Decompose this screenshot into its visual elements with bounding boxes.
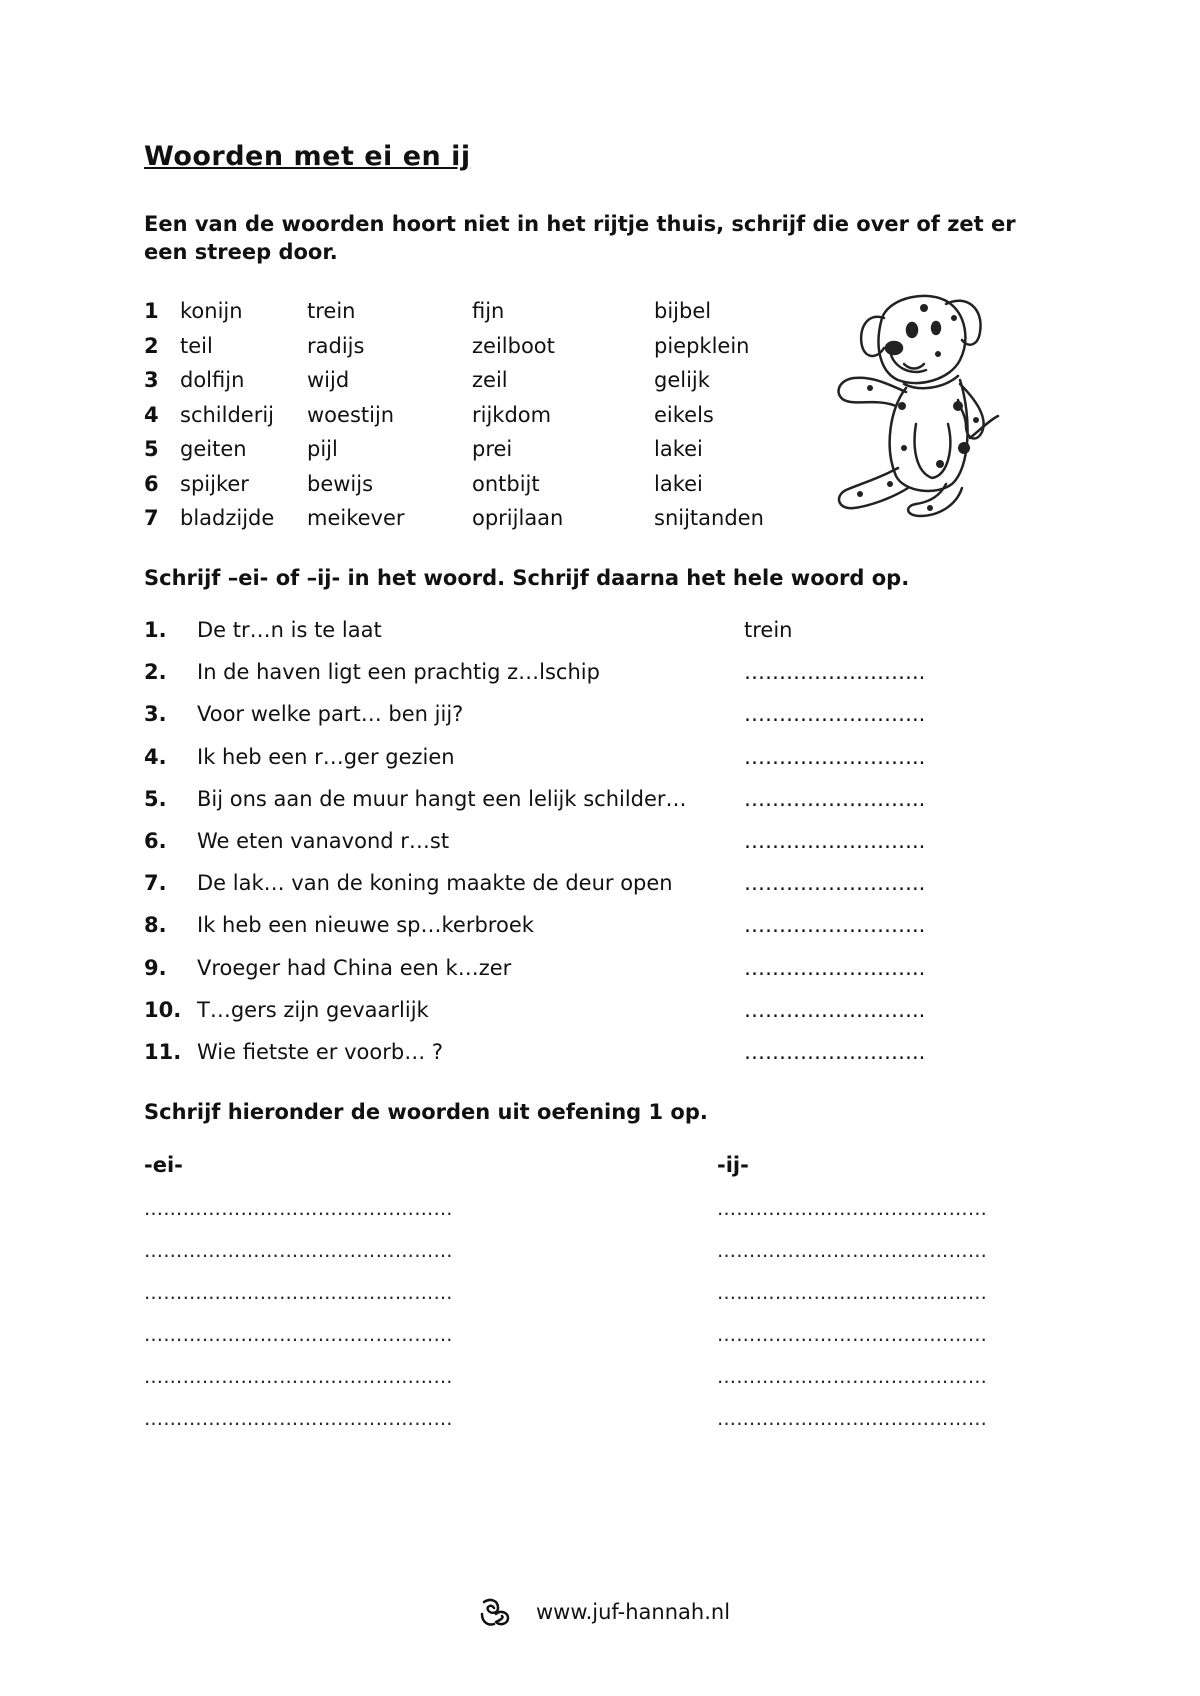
row-number: 1 bbox=[144, 299, 159, 323]
row-number: 2 bbox=[144, 333, 159, 358]
word: prei bbox=[472, 437, 513, 461]
row-number: 7 bbox=[144, 506, 159, 530]
sentence-number: 11. bbox=[144, 1040, 182, 1064]
word: zeilboot bbox=[472, 333, 555, 358]
sentence-row bbox=[144, 618, 964, 654]
sentence-row bbox=[144, 702, 964, 738]
ij-answer-line[interactable]: …………………………………… bbox=[717, 1282, 988, 1304]
answer-blank[interactable]: …………………….. bbox=[744, 702, 926, 727]
ei-answer-line[interactable]: ………………………………………… bbox=[144, 1324, 453, 1346]
word: bewijs bbox=[307, 471, 374, 496]
answer-blank[interactable]: …………………….. bbox=[744, 829, 926, 853]
sentence-row bbox=[144, 871, 964, 907]
sentence-row bbox=[144, 998, 964, 1034]
sentence-text: We eten vanavond r…st bbox=[197, 829, 450, 853]
word: fijn bbox=[472, 299, 505, 323]
ij-answer-line[interactable]: …………………………………… bbox=[717, 1198, 988, 1220]
word: zeil bbox=[472, 368, 508, 392]
word: dolfijn bbox=[180, 368, 245, 392]
word: bijbel bbox=[654, 299, 712, 323]
answer-blank[interactable]: …………………….. bbox=[744, 660, 926, 685]
row-number: 6 bbox=[144, 471, 159, 496]
word: rijkdom bbox=[472, 402, 552, 427]
word: ontbijt bbox=[472, 471, 540, 496]
word: oprijlaan bbox=[472, 506, 564, 530]
ij-answer-line[interactable]: …………………………………… bbox=[717, 1324, 988, 1346]
answer-blank[interactable]: …………………….. bbox=[744, 871, 926, 896]
footer-url[interactable]: www.juf-hannah.nl bbox=[536, 1600, 731, 1624]
answer-blank[interactable]: …………………….. bbox=[744, 913, 926, 938]
sentence-text: In de haven ligt een prachtig z…lschip bbox=[197, 660, 600, 685]
sentence-text: Vroeger had China een k…zer bbox=[197, 955, 512, 980]
answer-blank[interactable]: …………………….. bbox=[744, 997, 926, 1022]
sentence-number: 2. bbox=[144, 660, 167, 685]
word: trein bbox=[307, 299, 356, 323]
word: konijn bbox=[180, 299, 243, 323]
sentence-number: 4. bbox=[144, 744, 167, 769]
sentence-row bbox=[144, 787, 964, 823]
sentence-text: Wie fietste er voorb… ? bbox=[197, 1040, 444, 1064]
row-number: 5 bbox=[144, 437, 159, 461]
answer-blank[interactable]: …………………….. bbox=[744, 1040, 926, 1064]
sentence-text: De lak… van de koning maakte de deur open bbox=[197, 871, 673, 896]
answer-blank[interactable]: trein bbox=[744, 618, 793, 642]
word: radijs bbox=[307, 333, 365, 358]
ei-answer-line[interactable]: ………………………………………… bbox=[144, 1198, 453, 1220]
sentence-row bbox=[144, 1040, 964, 1076]
sentence-number: 1. bbox=[144, 618, 167, 642]
column-ei-heading: -ei- bbox=[144, 1153, 183, 1177]
ij-answer-line[interactable]: …………………………………… bbox=[717, 1408, 988, 1430]
word: teil bbox=[180, 333, 213, 358]
ij-answer-line[interactable]: …………………………………… bbox=[717, 1366, 988, 1388]
answer-blank[interactable]: …………………….. bbox=[744, 955, 926, 980]
ei-answer-line[interactable]: ………………………………………… bbox=[144, 1408, 453, 1430]
word: schilderij bbox=[180, 402, 275, 427]
word: spijker bbox=[180, 471, 249, 496]
juf-hannah-logo-icon bbox=[478, 1596, 512, 1628]
ei-answer-line[interactable]: ………………………………………… bbox=[144, 1240, 453, 1262]
dalmatian-puppy-icon bbox=[820, 288, 1010, 518]
row-number: 3 bbox=[144, 368, 159, 392]
row-number: 4 bbox=[144, 402, 159, 427]
ei-answer-line[interactable]: ………………………………………… bbox=[144, 1282, 453, 1304]
sentence-number: 10. bbox=[144, 997, 182, 1022]
word: gelijk bbox=[654, 368, 710, 392]
ei-answer-line[interactable]: ………………………………………… bbox=[144, 1366, 453, 1388]
word: geiten bbox=[180, 437, 247, 461]
sentence-row bbox=[144, 913, 964, 949]
exercise1-instruction: Een van de woorden hoort niet in het rijtje thuis, schrijf die over of zet er een streep door. bbox=[144, 212, 1016, 264]
column-ij-heading: -ij- bbox=[717, 1153, 749, 1177]
sentence-text: T…gers zijn gevaarlijk bbox=[197, 997, 429, 1022]
page-title: Woorden met ei en ij bbox=[144, 141, 471, 172]
sentence-text: Bij ons aan de muur hangt een lelijk schilder… bbox=[197, 786, 687, 811]
word: lakei bbox=[654, 437, 703, 461]
answer-blank[interactable]: …………………….. bbox=[744, 744, 926, 769]
sentence-text: De tr…n is te laat bbox=[197, 618, 382, 642]
word: piepklein bbox=[654, 333, 750, 358]
word: bladzijde bbox=[180, 506, 275, 530]
sentence-row bbox=[144, 660, 964, 696]
ij-answer-line[interactable]: …………………………………… bbox=[717, 1240, 988, 1262]
word: pijl bbox=[307, 437, 338, 461]
sentence-row bbox=[144, 956, 964, 992]
word: snijtanden bbox=[654, 506, 764, 530]
sentence-row bbox=[144, 829, 964, 865]
word: wijd bbox=[307, 368, 350, 392]
word: eikels bbox=[654, 402, 714, 427]
word: lakei bbox=[654, 471, 703, 496]
sentence-number: 9. bbox=[144, 955, 167, 980]
answer-blank[interactable]: …………………….. bbox=[744, 786, 926, 811]
exercise2-instruction: Schrijf –ei- of –ij- in het woord. Schrijf daarna het hele woord op. bbox=[144, 566, 910, 590]
sentence-text: Voor welke part… ben jij? bbox=[197, 702, 464, 727]
word: woestijn bbox=[307, 402, 395, 427]
sentence-number: 3. bbox=[144, 702, 167, 727]
sentence-text: Ik heb een r…ger gezien bbox=[197, 744, 455, 769]
sentence-number: 5. bbox=[144, 786, 167, 811]
sentence-number: 7. bbox=[144, 871, 167, 896]
sentence-number: 8. bbox=[144, 913, 167, 938]
word: meikever bbox=[307, 506, 405, 530]
exercise3-instruction: Schrijf hieronder de woorden uit oefening 1 op. bbox=[144, 1100, 708, 1124]
sentence-number: 6. bbox=[144, 829, 167, 853]
sentence-row bbox=[144, 745, 964, 781]
sentence-text: Ik heb een nieuwe sp…kerbroek bbox=[197, 913, 534, 938]
